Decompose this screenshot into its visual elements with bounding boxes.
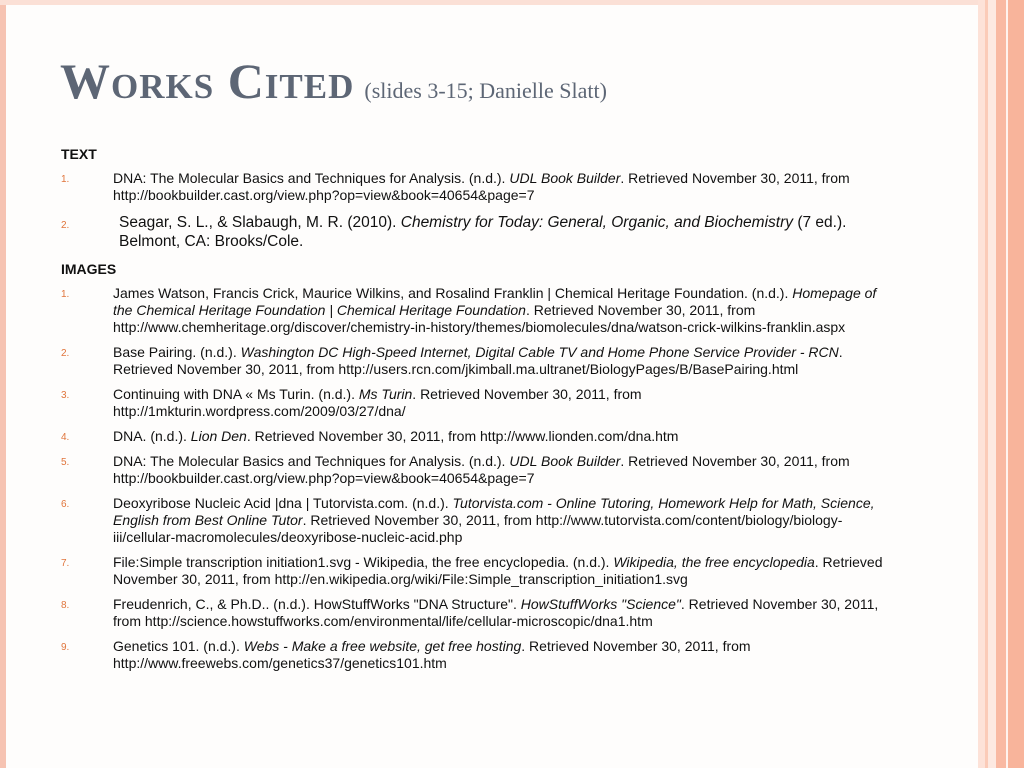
citation-number: 4.	[61, 432, 70, 443]
citation-number: 5.	[61, 457, 70, 468]
citation-item: 2. Base Pairing. (n.d.). Washington DC High-Speed Internet, Digital Cable TV and Home Phone Service Provider - RCN. Retrieved November 30, 2011, from http://users.rcn.com/jkimball.ma.ultranet/BiologyPages/B/BasePairing.html	[61, 344, 843, 377]
citation-item: 4. DNA. (n.d.). Lion Den. Retrieved November 30, 2011, from http://www.lionden.com/dna.htm	[61, 428, 679, 444]
citation-item: 6. Deoxyribose Nucleic Acid |dna | Tutorvista.com. (n.d.). Tutorvista.com - Online Tutoring, Homework Help for Math, Science, English from Best Online Tutor. Retrieved November 30, 2011, from http://www.tutorvista.com/content/biology/biology-iii/cellular-macromolecules/deoxyribose-nucleic-acid.php	[61, 495, 875, 545]
citation-number: 7.	[61, 558, 70, 569]
citation-number: 6.	[61, 499, 70, 510]
citation-item: 9. Genetics 101. (n.d.). Webs - Make a free website, get free hosting. Retrieved November 30, 2011, from http://www.freewebs.com/genetics37/genetics101.htm	[61, 638, 751, 671]
citation-number: 3.	[61, 390, 70, 401]
citation-item: 1. DNA: The Molecular Basics and Techniques for Analysis. (n.d.). UDL Book Builder. Retrieved November 30, 2011, from http://bookbuilder.cast.org/view.php?op=view&book=40654&page=7	[61, 170, 850, 203]
frame-top-border	[0, 0, 978, 5]
citation-number: 1.	[61, 174, 70, 185]
citations-body	[61, 146, 891, 680]
citation-number: 2.	[61, 220, 70, 231]
title-main: Works Cited	[60, 53, 355, 109]
citation-number: 8.	[61, 600, 70, 611]
citation-number: 1.	[61, 289, 70, 300]
citation-number: 9.	[61, 642, 70, 653]
decorative-stripes	[978, 0, 1024, 768]
text-citation-list	[61, 170, 891, 251]
citation-item: 3. Continuing with DNA « Ms Turin. (n.d.). Ms Turin. Retrieved November 30, 2011, from http://1mkturin.wordpress.com/2009/03/27/dna/	[61, 386, 642, 419]
section-heading-images: IMAGES	[61, 261, 117, 277]
citation-item: 1. James Watson, Francis Crick, Maurice Wilkins, and Rosalind Franklin | Chemical Heritage Foundation. (n.d.). Homepage of the Chemical Heritage Foundation | Chemical Heritage Foundation. Retrieved November 30, 2011, from http://www.chemheritage.org/discover/chemistry-in-history/themes/biomolecules/dna/watson-crick-wilkins-franklin.aspx	[61, 285, 877, 335]
slide-title	[60, 52, 607, 110]
section-heading-text: TEXT	[61, 146, 97, 162]
image-citation-list	[61, 285, 891, 672]
title-subtitle: (slides 3-15; Danielle Slatt)	[364, 78, 607, 103]
citation-item: 2. Seagar, S. L., & Slabaugh, M. R. (2010). Chemistry for Today: General, Organic, and Biochemistry (7 ed.). Belmont, CA: Brooks/Cole.	[61, 214, 847, 250]
citation-item: 7. File:Simple transcription initiation1.svg - Wikipedia, the free encyclopedia. (n.d.). Wikipedia, the free encyclopedia. Retrieved November 30, 2011, from http://en.wikipedia.org/wiki/File:Simple_transcription_initiation1.svg	[61, 554, 883, 587]
frame-left-border	[0, 0, 6, 768]
citation-item: 5. DNA: The Molecular Basics and Techniques for Analysis. (n.d.). UDL Book Builder. Retrieved November 30, 2011, from http://bookbuilder.cast.org/view.php?op=view&book=40654&page=7	[61, 453, 850, 486]
citation-item: 8. Freudenrich, C., & Ph.D.. (n.d.). HowStuffWorks "DNA Structure". HowStuffWorks "Science". Retrieved November 30, 2011, from http://science.howstuffworks.com/environmental/life/cellular-microscopic/dna1.htm	[61, 596, 879, 629]
citation-number: 2.	[61, 348, 70, 359]
